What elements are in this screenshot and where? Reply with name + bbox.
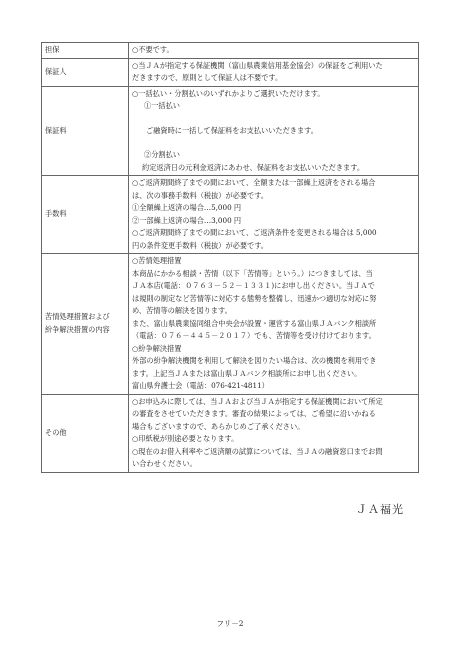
content-line: （電話：０７６－４４５－２０１７）でも、苦情等を受け付けております。: [132, 331, 376, 340]
content-line: ○一括払い・分割払いのいずれかよりご選択いただけます。: [132, 88, 325, 98]
content-line: ○現在のお借入利率やご返済額の試算については、当ＪＡの融資窓口までお問: [132, 446, 383, 456]
content-line: の審査をさせていただきます。審査の結果によっては、ご希望に沿いかねる: [132, 409, 376, 418]
row-complaints: [42, 254, 419, 395]
content-line: ○当ＪＡが指定する保証機関（富山県農業信用基金協会）の保証をご利用いた: [132, 60, 383, 70]
content-line: 円の条件変更手数料（税抜）が必要です。: [132, 240, 268, 250]
row-fees: [42, 176, 419, 254]
row-other: [42, 394, 419, 472]
terms-table: [41, 42, 419, 473]
content-line: ②一部繰上返済の場合…3,000 円: [132, 215, 242, 225]
row-label-line: 苦情処理措置および: [45, 312, 110, 322]
content-line: 外部の紛争解決機関を利用して解決を図りたい場合は、次の機関を利用でき: [132, 356, 377, 365]
row-label: 保証料: [42, 86, 129, 176]
row-label-line: 紛争解決措置の内容: [45, 324, 110, 334]
content-line: 本商品にかかる相談・苦情（以下「苦情等」という。）につきましては、当: [132, 268, 373, 278]
row-label: [42, 254, 129, 395]
content-line: は、次の事務手数料（税抜）が必要です。: [132, 190, 268, 200]
row-label: その他: [42, 394, 129, 472]
content-line: ○苦情処理措置: [132, 256, 182, 265]
content-line: め、苦情等の解決を図ります。: [132, 306, 232, 315]
row-label: 保証人: [42, 58, 129, 86]
content-line: ○印紙税が別途必要となります。: [132, 434, 239, 443]
content-line: ご融資時に一括して保証料をお支払いいただきます。: [146, 125, 318, 135]
row-label: 担保: [42, 43, 129, 59]
row-guarantee-fee: [42, 86, 419, 176]
content-line: だきますので、原則として保証人は不要です。: [132, 73, 283, 82]
row-guarantor: [42, 58, 419, 86]
row-content: [129, 58, 419, 86]
page-number: フリ－2: [216, 619, 244, 628]
row-content: [129, 394, 419, 472]
row-collateral: [42, 43, 419, 59]
content-line: また、富山県農業協同組合中央会が設置・運営する富山県ＪＡバンク相談所: [132, 318, 377, 328]
content-line: 場合もございますので、あらかじめご了承ください。: [132, 421, 305, 431]
content-line: ②分割払い: [144, 150, 180, 159]
row-label: 手数料: [42, 176, 129, 254]
content-line: ○ご返済期間終了までの間において、全額または一部繰上返済をされる場合: [132, 178, 376, 187]
row-content: [129, 43, 419, 59]
content-line: ○不要です。: [132, 45, 174, 54]
content-line: ○ご返済期間終了までの間において、ご返済条件を変更される場合は 5,000: [132, 228, 377, 237]
content-line: ①一括払い: [144, 101, 180, 110]
content-line: ます。上記当ＪＡまたは富山県ＪＡバンク相談所にお申し出ください。: [132, 368, 362, 378]
content-line: は規則の制定など苦情等に対応する態勢を整備し、迅速かつ適切な対応に努: [132, 293, 377, 303]
content-line: ①全額繰上返済の場合…5,000 円: [132, 203, 242, 212]
content-line: 富山県弁護士会（電話：076-421-4811）: [132, 381, 269, 390]
row-content: [129, 254, 419, 395]
content-line: 約定返済日の元利金返済にあわせ、保証料をお支払いいただきます。: [142, 162, 365, 172]
organization-name: ＪＡ福光: [356, 503, 404, 516]
row-content: [129, 86, 419, 176]
content-line: ○紛争解決措置: [132, 343, 182, 353]
row-content: [129, 176, 419, 254]
content-line: ＪＡ本店(電話：０７６３－５２－１３３１)にお申し出ください。当ＪＡで: [132, 281, 375, 290]
content-line: ○お申込みに際しては、当ＪＡおよび当ＪＡが指定する保証機関において所定: [132, 396, 383, 406]
content-line: い合わせください。: [132, 459, 197, 468]
